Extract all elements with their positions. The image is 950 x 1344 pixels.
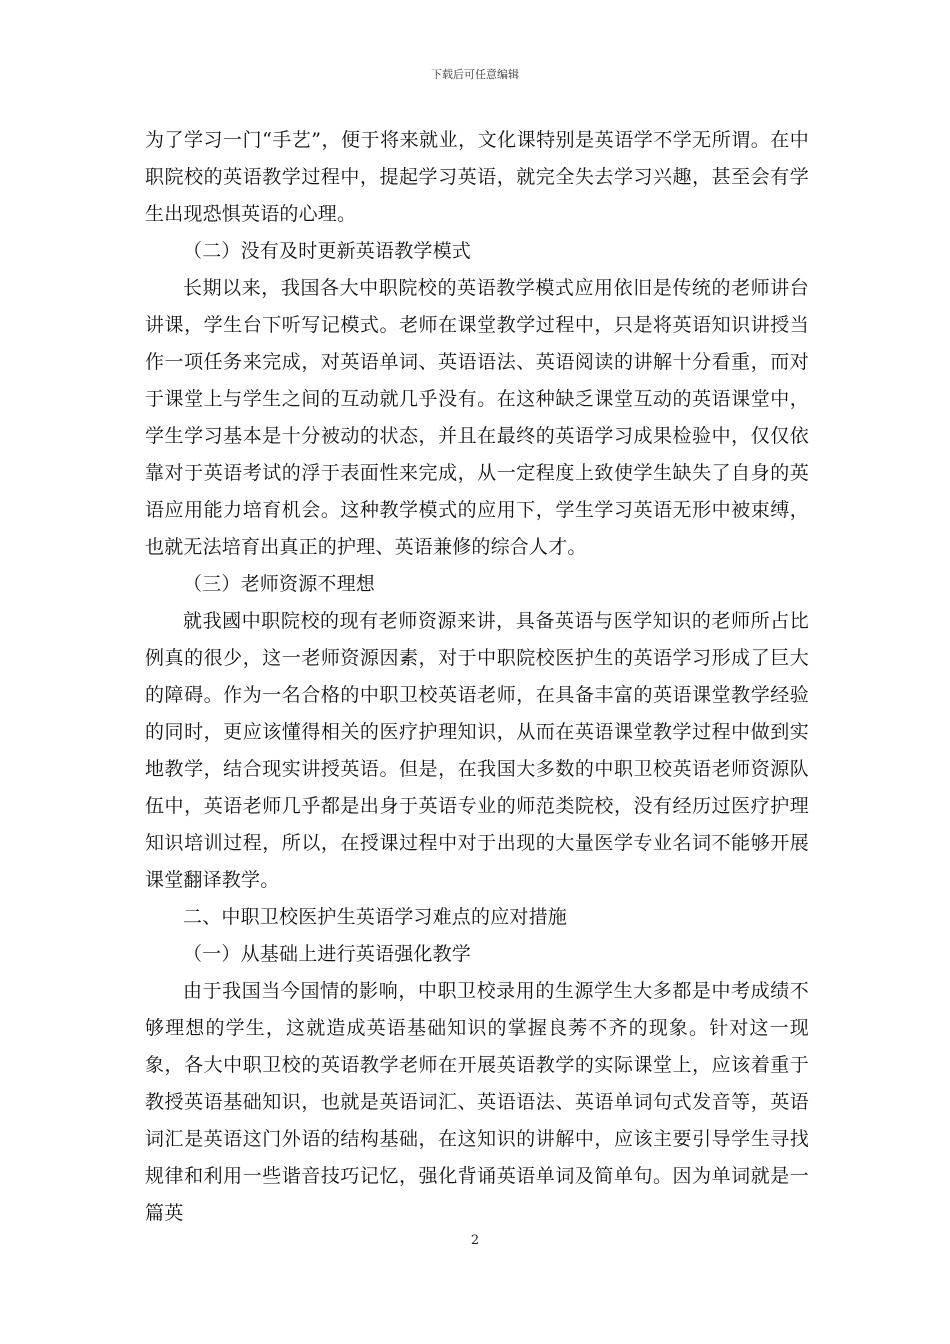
paragraph-teaching-mode: 长期以来，我国各大中职院校的英语教学模式应用依旧是传统的老师讲台讲课，学生台下听写记模式。老师在课堂教学过程中，只是将英语知识讲授当作一项任务来完成，对英语单词、英语语法、英语阅读的讲解十分看重，而对于课堂上与学生之间的互动就几乎没有。在这种缺乏课堂互动的英语课堂中，学生学习基本是十分被动的状态，并且在最终的英语学习成果检验中，仅仅依靠对于英语考试的浮于表面性来完成，从一定程度上致使学生缺失了自身的英语应用能力培育机会。这种教学模式的应用下，学生学习英语无形中被束缚，也就无法培育出真正的护理、英语兼修的综合人才。: [145, 277, 809, 558]
page-number: 2: [470, 1233, 480, 1248]
paragraph-basic-teaching: 由于我国当今国情的影响，中职卫校录用的生源学生大多都是中考成绩不够理想的学生，这就造成英语基础知识的掌握良莠不齐的现象。针对这一现象，各大中职卫校的英语教学老师在开展英语教学的实际课堂上，应该着重于教授英语基础知识，也就是英语词汇、英语语法、英语单词句式发音等，英语词汇是英语这门外语的结构基础，在这知识的讲解中，应该主要引导学生寻找规律和利用一些谐音技巧记忆，强化背诵英语单词及简单句。因为单词就是一篇英: [145, 980, 809, 1224]
paragraph-teacher-resources: 就我國中职院校的现有老师资源来讲，具备英语与医学知识的老师所占比例真的很少，这一老师资源因素，对于中职院校医护生的英语学习形成了巨大的障碍。作为一名合格的中职卫校英语老师，在具备丰富的英语课堂教学经验的同时，更应该懂得相关的医疗护理知识，从而在英语课堂教学过程中做到实地教学，结合现实讲授英语。但是，在我国大多数的中职卫校英语老师资源队伍中，英语老师几乎都是出身于英语专业的师范类院校，没有经历过医疗护理知识培训过程，所以，在授课过程中对于出现的大量医学专业名词不能够开展课堂翻译教学。: [145, 610, 809, 891]
page-header: 下载后可任意编辑: [431, 68, 519, 81]
section-heading-teaching-mode: （二）没有及时更新英语教学模式: [183, 240, 472, 262]
section-heading-teacher-resources: （三）老师资源不理想: [183, 573, 376, 595]
paragraph-continuation: 为了学习一门“手艺”，便于将来就业，文化课特别是英语学不学无所谓。在中职院校的英语教学过程中，提起学习英语，就完全失去学习兴趣，甚至会有学生出现恐惧英语的心理。: [145, 129, 809, 225]
document-body: [145, 122, 809, 1232]
section-heading-basic-teaching: （一）从基础上进行英语强化教学: [183, 943, 472, 965]
section-heading-measures: 二、中职卫校医护生英语学习难点的应对措施: [183, 906, 568, 928]
